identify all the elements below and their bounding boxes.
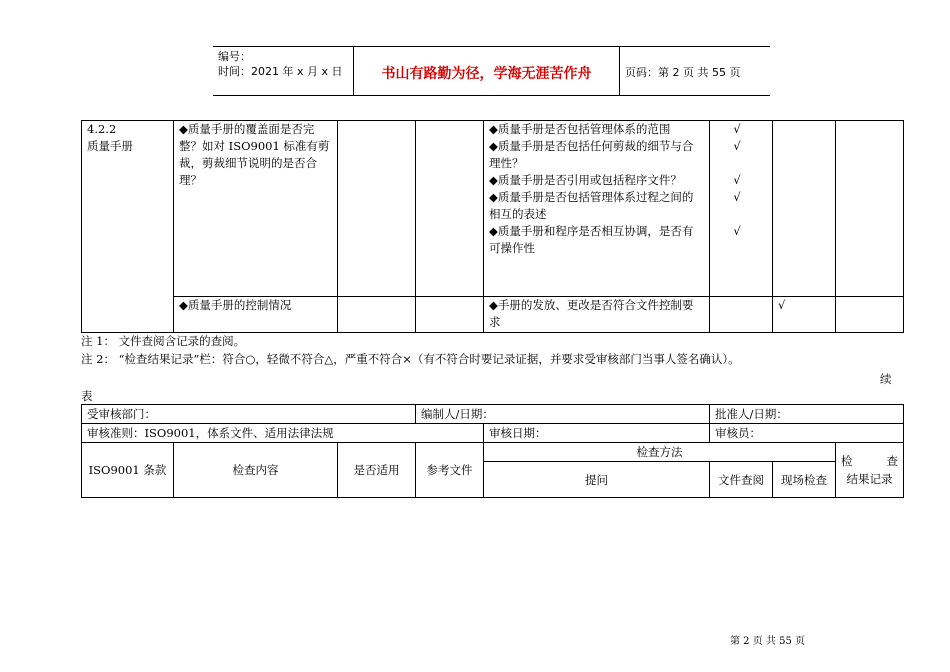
question-item: ◆质量手册和程序是否相互协调，是否有可操作性 [489, 224, 694, 255]
col-method: 检查方法 [484, 443, 836, 462]
checklist-table [81, 120, 904, 333]
criteria-cell: 审核准则：ISO9001，体系文件、适用法律法规 [82, 424, 484, 443]
table-row [82, 405, 904, 424]
col-result [836, 443, 904, 498]
note-2: 注 2： “检查结果记录”栏：符合○，轻微不符合△，严重不符合×（有不符合时要记录证据，并要求受审核部门当事人签名确认）。 [81, 352, 740, 366]
question-item: ◆质量手册是否包括管理体系的范围 [489, 122, 671, 136]
question-cell [484, 121, 710, 297]
question-item: ◆质量手册是否包括任何剪裁的细节与合理性？ [489, 139, 694, 170]
result-heading-char: 检 [841, 454, 853, 468]
check-mark: √ [733, 190, 741, 204]
question-cell: ◆手册的发放、更改是否符合文件控制要求 [484, 297, 710, 333]
table-row [82, 443, 904, 462]
col-clause: ISO9001 条款 [82, 443, 174, 498]
reference-cell [416, 297, 484, 333]
continued-label: 续 [880, 372, 892, 386]
doc-number-label: 编号： [218, 50, 251, 63]
continued-label: 表 [81, 389, 93, 403]
audit-date-cell: 审核日期： [484, 424, 710, 443]
applicable-cell [338, 297, 416, 333]
page-footer: 第 2 页 共 55 页 [730, 636, 805, 647]
reference-cell [416, 121, 484, 297]
check-mark: √ [733, 139, 741, 153]
site-check-cell [773, 121, 836, 297]
audit-header-table [81, 404, 904, 498]
table-row [82, 424, 904, 443]
col-doc-review: 文件查阅 [710, 462, 773, 498]
col-site-check: 现场检查 [773, 462, 836, 498]
content-cell: ◆质量手册的控制情况 [174, 297, 338, 333]
result-heading-line [841, 452, 898, 470]
col-applicable: 是否适用 [338, 443, 416, 498]
site-check-cell [773, 297, 836, 333]
result-heading-line: 结果记录 [846, 472, 893, 486]
check-mark: √ [733, 122, 741, 136]
col-reference: 参考文件 [416, 443, 484, 498]
result-heading-char: 查 [886, 454, 899, 468]
content-cell: ◆质量手册的覆盖面是否完整？如对 ISO9001 标准有剪裁，剪裁细节说明的是否合理？ [174, 121, 338, 297]
page-header [213, 46, 770, 96]
question-item: ◆质量手册是否引用或包括程序文件？ [489, 173, 682, 187]
header-divider [619, 47, 620, 95]
table-row [82, 297, 904, 333]
col-content: 检查内容 [174, 443, 338, 498]
clause-cell: 4.2.2 质量手册 [82, 121, 174, 333]
col-question: 提问 [484, 462, 710, 498]
table-row [82, 121, 904, 297]
question-item: ◆质量手册是否包括管理体系过程之间的相互的表述 [489, 190, 694, 221]
applicable-cell [338, 121, 416, 297]
result-cell [836, 297, 904, 333]
header-motto: 书山有路勤为径，学海无涯苦作舟 [381, 66, 592, 82]
check-mark: √ [733, 224, 741, 238]
check-mark: √ [733, 173, 741, 187]
header-page-number: 页码：第 2 页 共 55 页 [625, 66, 741, 79]
check-mark: √ [778, 298, 786, 312]
editor-cell: 编制人/日期： [416, 405, 710, 424]
header-meta [218, 49, 343, 79]
result-cell [836, 121, 904, 297]
dept-cell: 受审核部门： [82, 405, 416, 424]
note-1: 注 1： 文件查阅含记录的查阅。 [81, 334, 246, 348]
doc-review-cell [710, 297, 773, 333]
approver-cell: 批准人/日期： [710, 405, 904, 424]
doc-review-cell [710, 121, 773, 297]
time-label: 时间：2021 年 x 月 x 日 [218, 65, 343, 78]
auditor-cell: 审核员： [710, 424, 904, 443]
